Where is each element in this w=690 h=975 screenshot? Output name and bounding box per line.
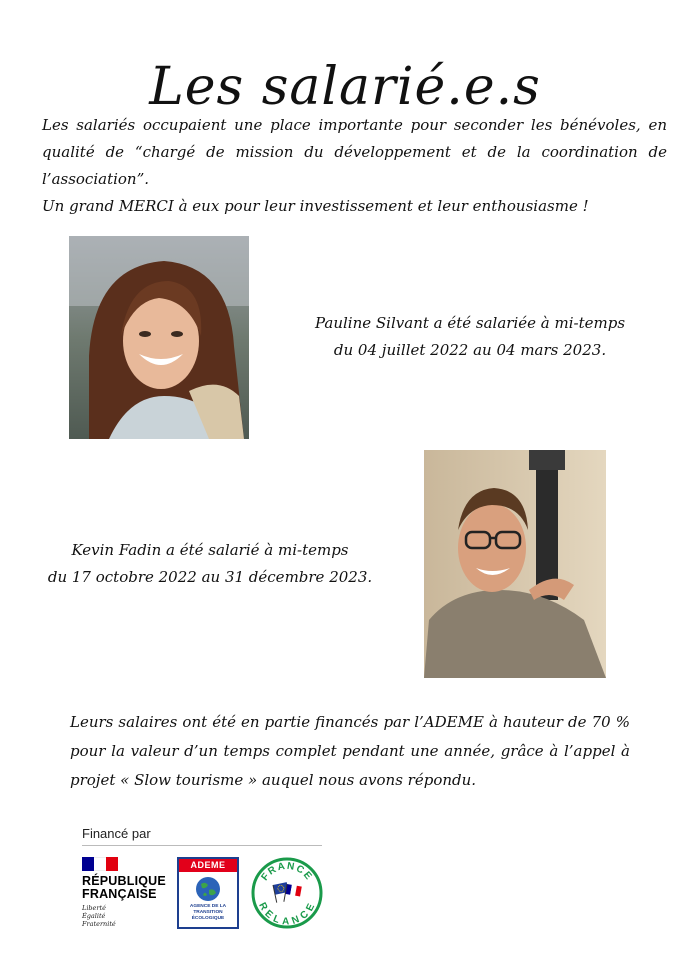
man-portrait-photo bbox=[424, 450, 606, 678]
kevin-caption bbox=[40, 537, 380, 591]
republique-motto: Liberté Égalité Fraternité bbox=[82, 904, 116, 928]
republique-name: RÉPUBLIQUE FRANÇAISE bbox=[82, 874, 166, 901]
page-title: Les salarié.e.s bbox=[149, 56, 541, 117]
ademe-name: ADEME bbox=[179, 859, 237, 872]
relance-bottom-text: RELANCE bbox=[256, 900, 318, 928]
funding-paragraph: Leurs salaires ont été en partie financés par l’ADEME à hauteur de 70 % pour la valeur d’un temps complet pendant une année, grâce à l’appel à projet « Slow tourisme » auquel nous avons répondu. bbox=[70, 713, 630, 789]
kevin-caption-line1: Kevin Fadin a été salarié à mi-temps bbox=[71, 541, 349, 559]
kevin-caption-line2: du 17 octobre 2022 au 31 décembre 2023. bbox=[47, 568, 373, 586]
relance-top-text: FRANCE bbox=[259, 860, 315, 884]
intro-text bbox=[42, 112, 667, 220]
woman-portrait-photo bbox=[69, 236, 249, 439]
intro-paragraph: Les salariés occupaient une place importante pour seconder les bénévoles, en qualité de “chargé de mission du développement et de la coordination de l’association”. bbox=[42, 116, 667, 188]
globe-icon bbox=[195, 876, 221, 902]
pauline-caption-line1: Pauline Silvant a été salariée à mi-temps bbox=[314, 314, 626, 332]
france-relance-logo bbox=[251, 857, 323, 929]
pauline-caption bbox=[300, 310, 640, 364]
divider bbox=[82, 845, 322, 846]
french-flag-icon bbox=[82, 857, 118, 871]
ademe-subtitle: AGENCE DE LA TRANSITION ÉCOLOGIQUE bbox=[189, 904, 227, 921]
pauline-caption-line2: du 04 juillet 2022 au 04 mars 2023. bbox=[333, 341, 607, 359]
financed-by-label: Financé par bbox=[82, 826, 151, 841]
ademe-logo bbox=[177, 857, 239, 929]
republique-francaise-logo bbox=[82, 857, 177, 928]
intro-thanks: Un grand MERCI à eux pour leur investissement et leur enthousiasme ! bbox=[42, 197, 589, 215]
